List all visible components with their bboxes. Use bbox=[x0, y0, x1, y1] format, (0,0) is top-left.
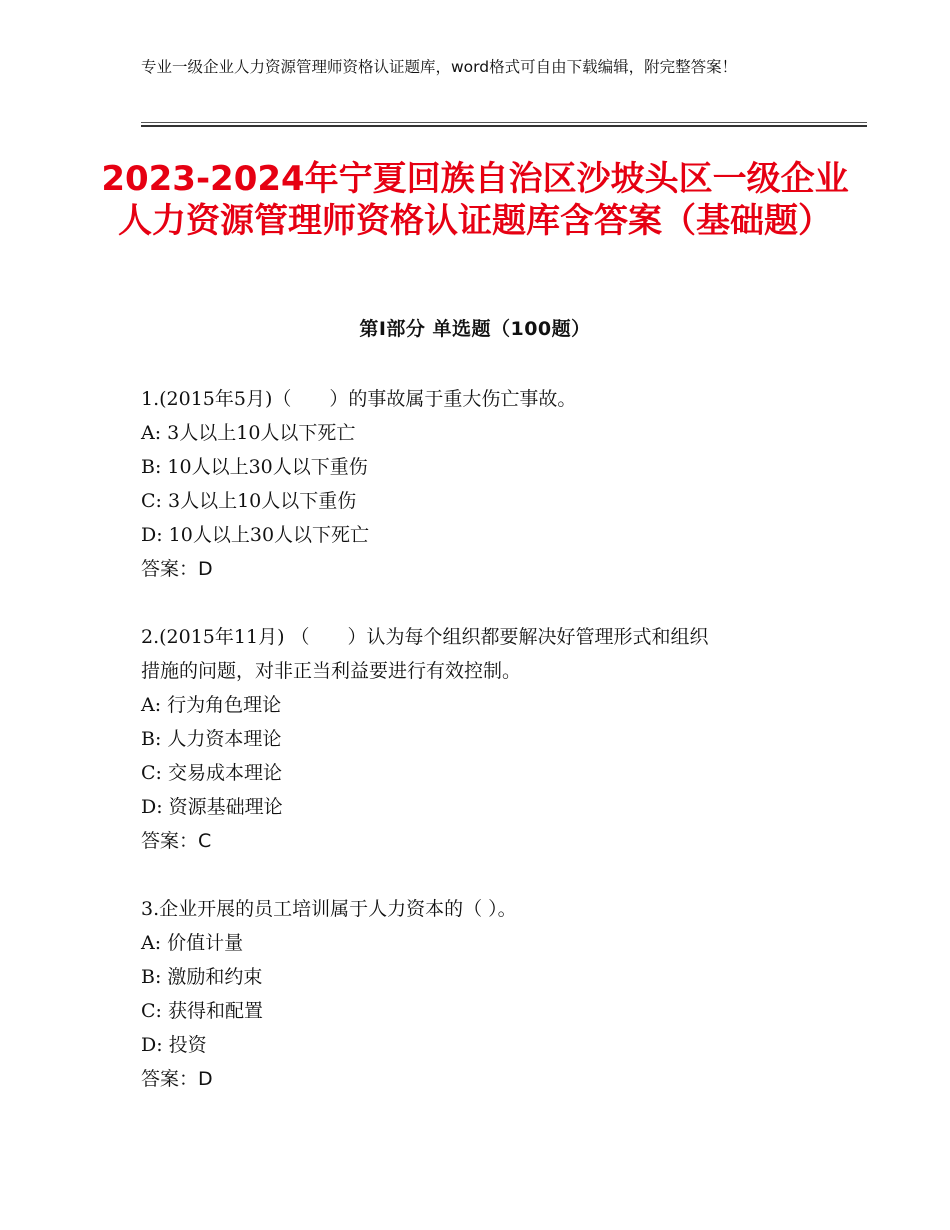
option-c: C: 交易成本理论 bbox=[141, 762, 282, 784]
option-a: A: 行为角色理论 bbox=[141, 694, 282, 716]
option-c: C: 3人以上10人以下重伤 bbox=[141, 490, 357, 512]
question-3 bbox=[141, 892, 811, 1096]
question-stem: 2.(2015年11月) （ ）认为每个组织都要解决好管理形式和组织 bbox=[141, 626, 709, 648]
answer-label: 答案：D bbox=[141, 1068, 213, 1090]
answer-label: 答案：C bbox=[141, 830, 212, 852]
question-list bbox=[141, 382, 811, 1130]
header-divider-thick bbox=[141, 125, 867, 127]
question-stem-continued: 措施的问题，对非正当利益要进行有效控制。 bbox=[141, 660, 522, 682]
option-a: A: 价值计量 bbox=[141, 932, 244, 954]
option-d: D: 投资 bbox=[141, 1034, 207, 1056]
question-1 bbox=[141, 382, 811, 586]
question-stem: 1.(2015年5月)（ ）的事故属于重大伤亡事故。 bbox=[141, 388, 577, 410]
question-2 bbox=[141, 620, 811, 858]
option-b: B: 10人以上30人以下重伤 bbox=[141, 456, 368, 478]
option-d: D: 资源基础理论 bbox=[141, 796, 283, 818]
option-d: D: 10人以上30人以下死亡 bbox=[141, 524, 370, 546]
option-a: A: 3人以上10人以下死亡 bbox=[141, 422, 356, 444]
answer-label: 答案：D bbox=[141, 558, 213, 580]
question-stem: 3.企业开展的员工培训属于人力资本的（ ）。 bbox=[141, 898, 517, 920]
section-title: 第Ⅰ部分 单选题（100题） bbox=[359, 318, 591, 340]
header-note: 专业一级企业人力资源管理师资格认证题库，word格式可自由下载编辑，附完整答案！ bbox=[141, 58, 738, 76]
option-c: C: 获得和配置 bbox=[141, 1000, 263, 1022]
option-b: B: 激励和约束 bbox=[141, 966, 263, 988]
header-divider-thin bbox=[141, 122, 867, 123]
document-title: 2023-2024年宁夏回族自治区沙坡头区一级企业人力资源管理师资格认证题库含答案（基础题） bbox=[101, 159, 849, 241]
option-b: B: 人力资本理论 bbox=[141, 728, 282, 750]
